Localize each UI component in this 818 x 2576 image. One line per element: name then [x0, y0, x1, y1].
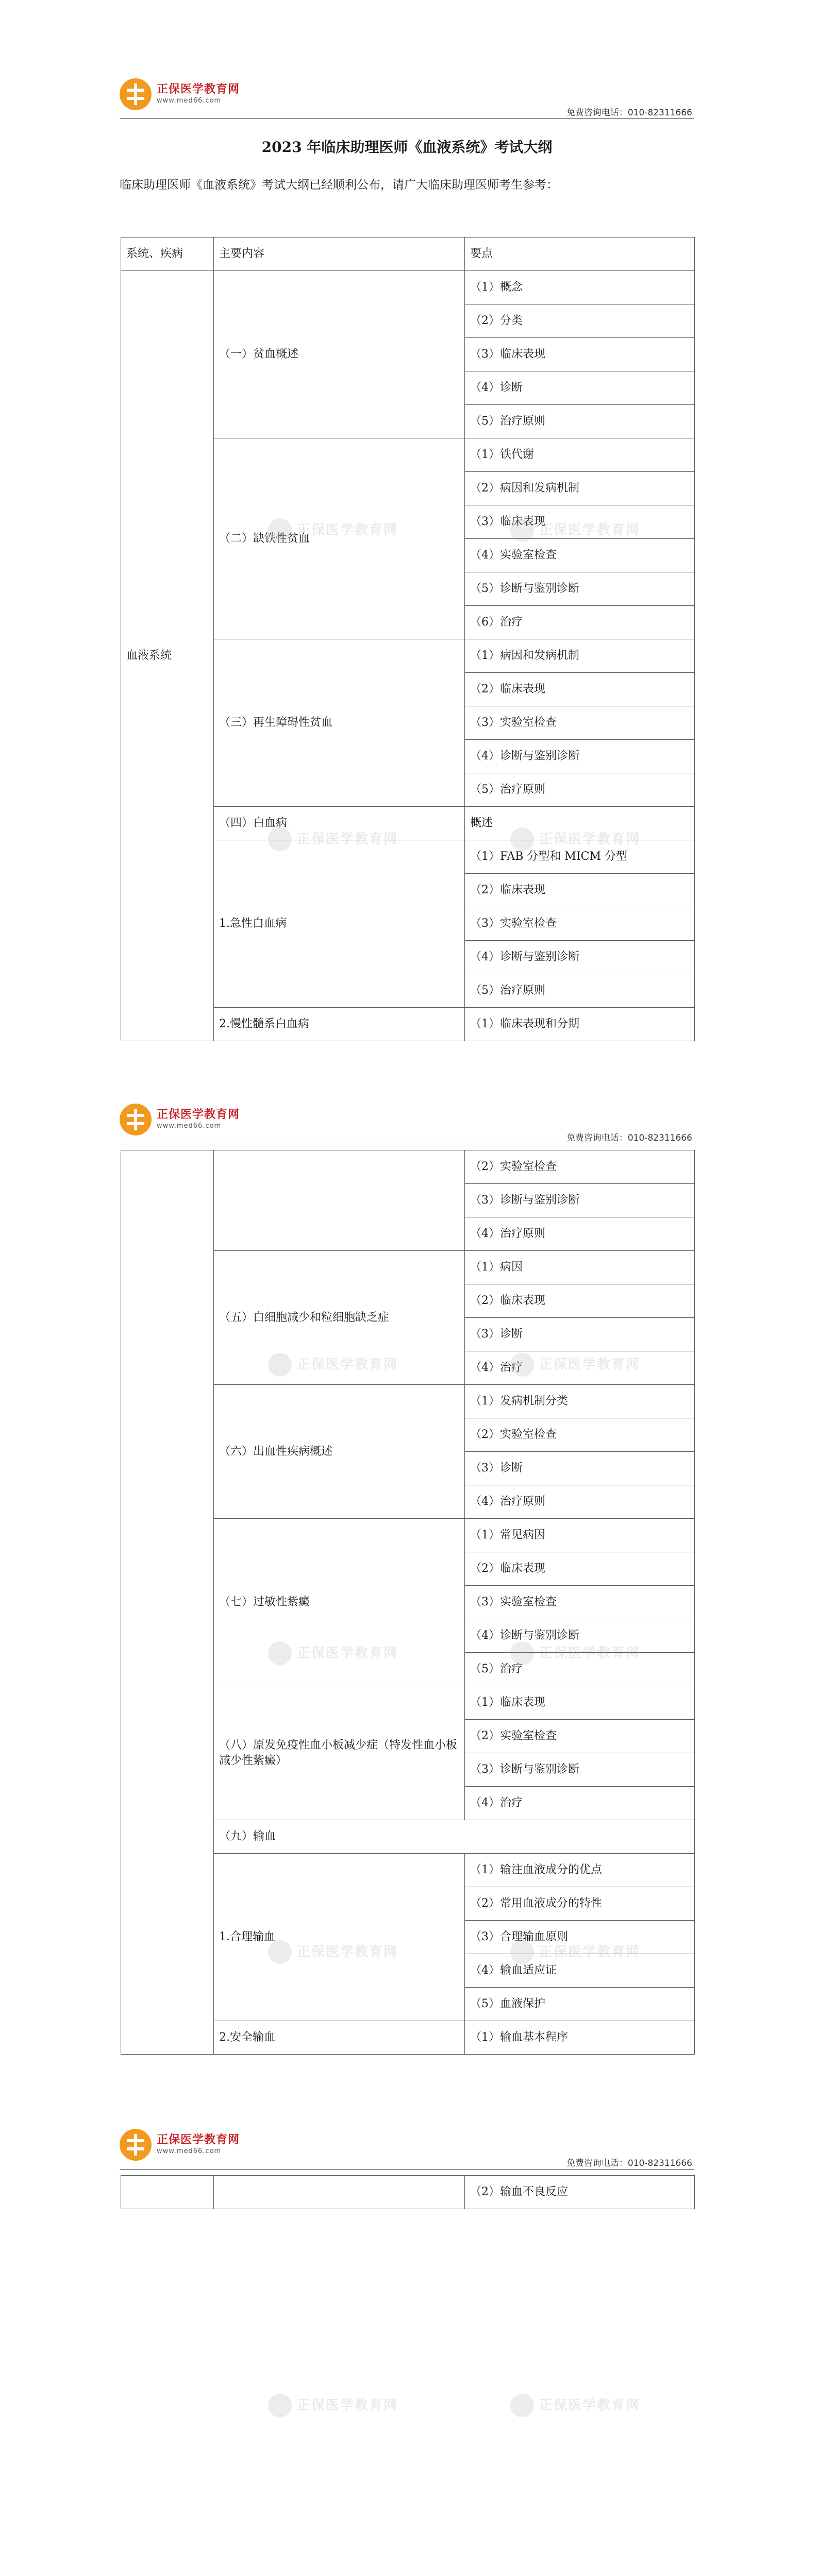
point: （2）实验室检查 [465, 1418, 695, 1452]
point: （5）治疗原则 [465, 773, 695, 807]
logo [120, 78, 269, 111]
point: （1）病因 [465, 1251, 695, 1284]
point: （4）诊断与鉴别诊断 [465, 740, 695, 773]
col-header-system: 系统、疾病 [121, 238, 214, 271]
topic-aplastic-anemia: （三）再生障碍性贫血 [214, 639, 465, 807]
point: （1）临床表现和分期 [465, 1008, 695, 1041]
watermark-logo: 正保医学教育网 [510, 1638, 675, 1669]
hotline: 免费咨询电话：010-82311666 [566, 108, 692, 118]
point: （1）铁代谢 [465, 438, 695, 472]
logo-name: 正保医学教育网 [157, 1108, 240, 1121]
topic-acute-leukemia: 1.急性白血病 [214, 840, 465, 1008]
point: （4）诊断与鉴别诊断 [465, 941, 695, 974]
point: （1）概念 [465, 271, 695, 304]
point: （3）诊断 [465, 1318, 695, 1351]
watermark-icon [510, 2394, 534, 2417]
point: （4）治疗原则 [465, 1485, 695, 1519]
col-header-content: 主要内容 [214, 238, 465, 271]
page-header [120, 1097, 694, 1149]
point: （1）输血基本程序 [465, 2021, 695, 2055]
point: （6）治疗 [465, 606, 695, 639]
point: （3）合理输血原则 [465, 1921, 695, 1954]
page-title: 2023 年临床助理医师《血液系统》考试大纲 [261, 139, 553, 156]
point: （1）FAB 分型和 MICM 分型 [465, 840, 695, 874]
logo-name: 正保医学教育网 [157, 2133, 240, 2146]
topic-safe-transfusion-continued [214, 2176, 465, 2209]
point: （2）实验室检查 [465, 1150, 695, 1184]
logo-icon [120, 2129, 152, 2161]
outline-table-page-1 [121, 237, 695, 1041]
header-rule [120, 118, 694, 119]
watermark-logo: 正保医学教育网 [510, 824, 675, 855]
logo-url: www.med66.com [157, 97, 222, 105]
point: （1）常见病因 [465, 1519, 695, 1552]
topic-chronic-leukemia: 2.慢性髓系白血病 [214, 1008, 465, 1041]
logo-url: www.med66.com [157, 1122, 222, 1130]
point: （3）诊断 [465, 1452, 695, 1485]
topic-rational-transfusion: 1.合理输血 [214, 1854, 465, 2021]
system-name-continued [121, 1150, 214, 2055]
point: （2）实验室检查 [465, 1720, 695, 1753]
point: （4）治疗 [465, 1787, 695, 1820]
point: （2）临床表现 [465, 673, 695, 706]
watermark-logo: 正保医学教育网 [268, 824, 433, 855]
watermark-logo: 正保医学教育网 [268, 515, 433, 546]
hotline: 免费咨询电话：010-82311666 [566, 2158, 692, 2168]
topic-leukemia: （四）白血病 [214, 807, 465, 840]
system-name: 血液系统 [121, 271, 214, 1041]
point: （1）病因和发病机制 [465, 639, 695, 673]
point: （2）临床表现 [465, 1284, 695, 1318]
watermark-logo: 正保医学教育网 [268, 2391, 433, 2421]
point: （1）临床表现 [465, 1686, 695, 1720]
watermark-icon [268, 2394, 292, 2417]
topic-itp: （八）原发免疫性血小板减少症（特发性血小板减少性紫癜） [214, 1686, 465, 1820]
page-header [120, 2123, 694, 2174]
point: （5）治疗 [465, 1653, 695, 1686]
point: （1）发病机制分类 [465, 1385, 695, 1418]
point: （2）临床表现 [465, 874, 695, 907]
point: （4）输血适应证 [465, 1954, 695, 1988]
point: （5）治疗原则 [465, 974, 695, 1008]
col-header-points: 要点 [465, 238, 695, 271]
logo-url: www.med66.com [157, 2147, 222, 2155]
watermark-logo: 正保医学教育网 [268, 1937, 433, 1968]
logo [120, 1104, 269, 1137]
point: （2）临床表现 [465, 1552, 695, 1586]
header-rule [120, 2169, 694, 2170]
topic-safe-transfusion: 2.安全输血 [214, 2021, 465, 2055]
point: （3）诊断与鉴别诊断 [465, 1753, 695, 1787]
logo-icon [120, 78, 152, 110]
intro-paragraph: 临床助理医师《血液系统》考试大纲已经顺利公布，请广大临床助理医师考生参考： [120, 178, 558, 192]
watermark-logo: 正保医学教育网 [510, 515, 675, 546]
system-name-continued [121, 2176, 214, 2209]
topic-anemia: （一）贫血概述 [214, 271, 465, 438]
point: （4）治疗原则 [465, 1217, 695, 1251]
point: （5）治疗原则 [465, 405, 695, 438]
logo [120, 2129, 269, 2162]
topic-iron-deficiency: （二）缺铁性贫血 [214, 438, 465, 639]
logo-icon [120, 1104, 152, 1136]
point: （3）临床表现 [465, 505, 695, 539]
watermark-logo: 正保医学教育网 [510, 2391, 675, 2421]
point: （2）分类 [465, 304, 695, 338]
page-header [120, 72, 694, 124]
point: （2）常用血液成分的特性 [465, 1887, 695, 1921]
outline-table-page-3 [121, 2175, 695, 2209]
point: （2）病因和发病机制 [465, 472, 695, 505]
point: （3）临床表现 [465, 338, 695, 371]
watermark-logo: 正保医学教育网 [268, 1638, 433, 1669]
point: （4）诊断 [465, 371, 695, 405]
logo-name: 正保医学教育网 [157, 83, 240, 96]
topic-neutropenia: （五）白细胞减少和粒细胞缺乏症 [214, 1251, 465, 1385]
point: （3）实验室检查 [465, 907, 695, 941]
topic-transfusion: （九）输血 [214, 1820, 695, 1854]
point: （1）输注血液成分的优点 [465, 1854, 695, 1887]
point: （4）实验室检查 [465, 539, 695, 572]
outline-table-page-2 [121, 1150, 695, 2055]
point: （3）实验室检查 [465, 706, 695, 740]
watermark-logo: 正保医学教育网 [268, 1350, 433, 1381]
topic-chronic-leukemia-continued [214, 1150, 465, 1251]
point: （4）治疗 [465, 1351, 695, 1385]
point: （5）血液保护 [465, 1988, 695, 2021]
watermark-logo: 正保医学教育网 [510, 1350, 675, 1381]
point: （3）实验室检查 [465, 1586, 695, 1619]
watermark-logo: 正保医学教育网 [510, 1937, 675, 1968]
table-header-row [121, 238, 695, 271]
point: （5）诊断与鉴别诊断 [465, 572, 695, 606]
topic-allergic-purpura: （七）过敏性紫癜 [214, 1519, 465, 1686]
point: （4）诊断与鉴别诊断 [465, 1619, 695, 1653]
point: （2）输血不良反应 [465, 2176, 695, 2209]
hotline: 免费咨询电话：010-82311666 [566, 1133, 692, 1143]
topic-bleeding-disorders: （六）出血性疾病概述 [214, 1385, 465, 1519]
point: （3）诊断与鉴别诊断 [465, 1184, 695, 1217]
point: 概述 [465, 807, 695, 840]
